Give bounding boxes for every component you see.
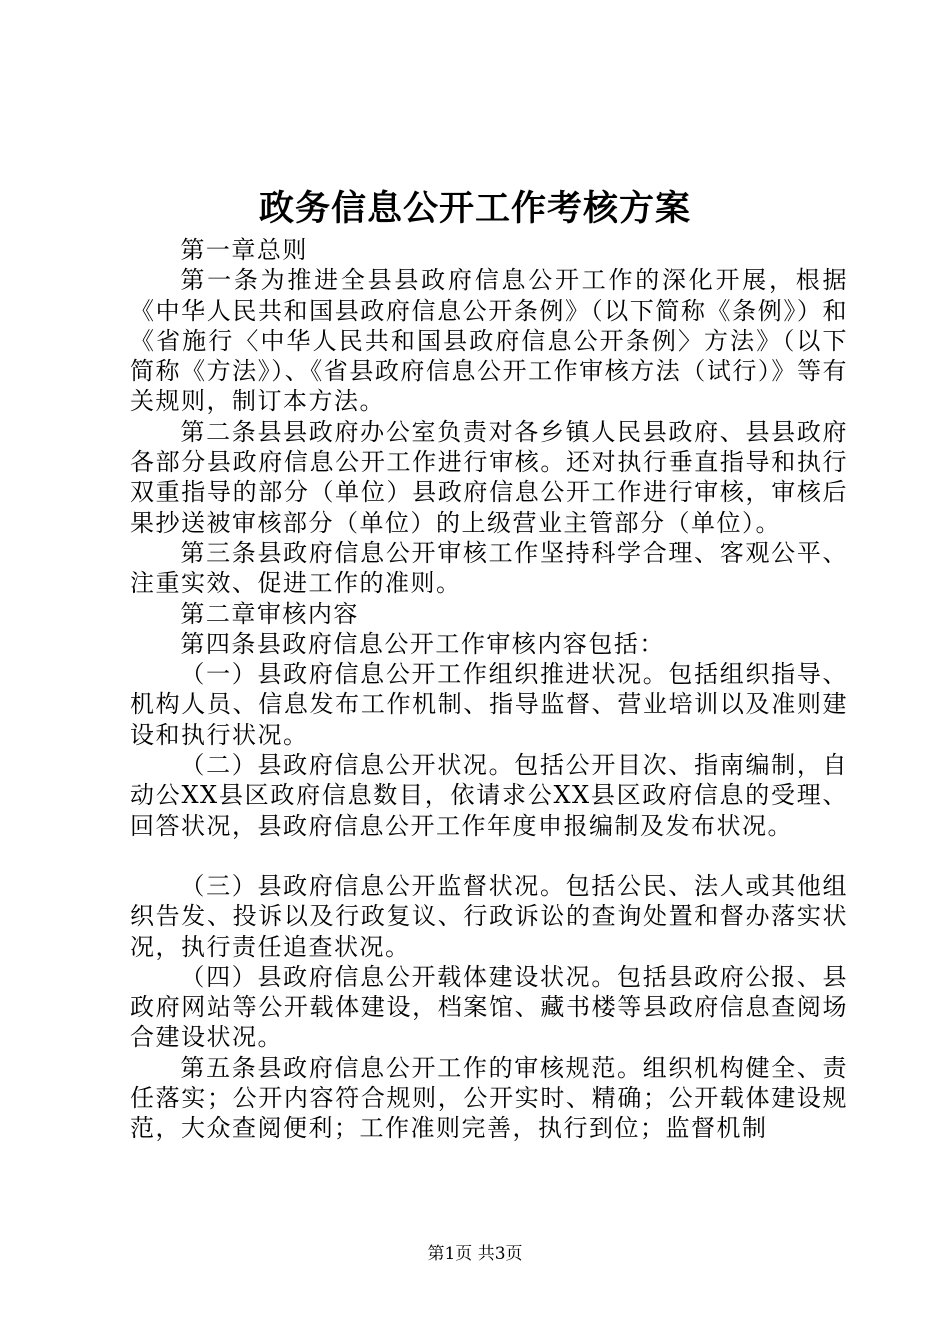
article-paragraph: 第五条县政府信息公开工作的审核规范。组织机构健全、责任落实；公开内容符合规则，公开实时、精确；公开载体建设规范，大众查阅便利；工作准则完善，执行到位；监督机制 <box>130 1053 848 1143</box>
article-paragraph: 第四条县政府信息公开工作审核内容包括： <box>180 629 665 658</box>
document-body <box>130 235 848 1144</box>
list-item-paragraph: （二）县政府信息公开状况。包括公开目次、指南编制，自动公XX县区政府信息数目，依请求公XX县区政府信息的受理、回答状况，县政府信息公开工作年度申报编制及发布状况。 <box>130 751 848 840</box>
page-number-footer: 第1页 共3页 <box>427 1244 523 1264</box>
list-item-paragraph: （三）县政府信息公开监督状况。包括公民、法人或其他组织告发、投诉以及行政复议、行政诉讼的查询处置和督办落实状况，执行责任追查状况。 <box>130 871 848 961</box>
chapter-heading: 第二章审核内容 <box>180 599 359 628</box>
article-paragraph: 第二条县县政府办公室负责对各乡镇人民县政府、县县政府各部分县政府信息公开工作进行审核。还对执行垂直指导和执行双重指导的部分（单位）县政府信息公开工作进行审核，审核后果抄送被审核部分（单位）的上级营业主管部分（单位）。 <box>130 417 848 537</box>
document-title: 政务信息公开工作考核方案 <box>258 188 691 229</box>
list-item-paragraph: （一）县政府信息公开工作组织推进状况。包括组织指导、机构人员、信息发布工作机制、指导监督、营业培训以及准则建设和执行状况。 <box>130 660 848 749</box>
article-paragraph: 第一条为推进全县县政府信息公开工作的深化开展，根据《中华人民共和国县政府信息公开条例》（以下简称《条例》）和《省施行〈中华人民共和国县政府信息公开条例〉方法》（以下简称《方法》）、《省县政府信息公开工作审核方法（试行）》等有关规则，制订本方法。 <box>130 266 848 416</box>
article-paragraph: 第三条县政府信息公开审核工作坚持科学合理、客观公平、注重实效、促进工作的准则。 <box>130 538 848 598</box>
list-item-paragraph: （四）县政府信息公开载体建设状况。包括县政府公报、县政府网站等公开载体建设，档案馆、藏书楼等县政府信息查阅场合建设状况。 <box>130 962 848 1052</box>
chapter-heading: 第一章总则 <box>180 236 308 264</box>
